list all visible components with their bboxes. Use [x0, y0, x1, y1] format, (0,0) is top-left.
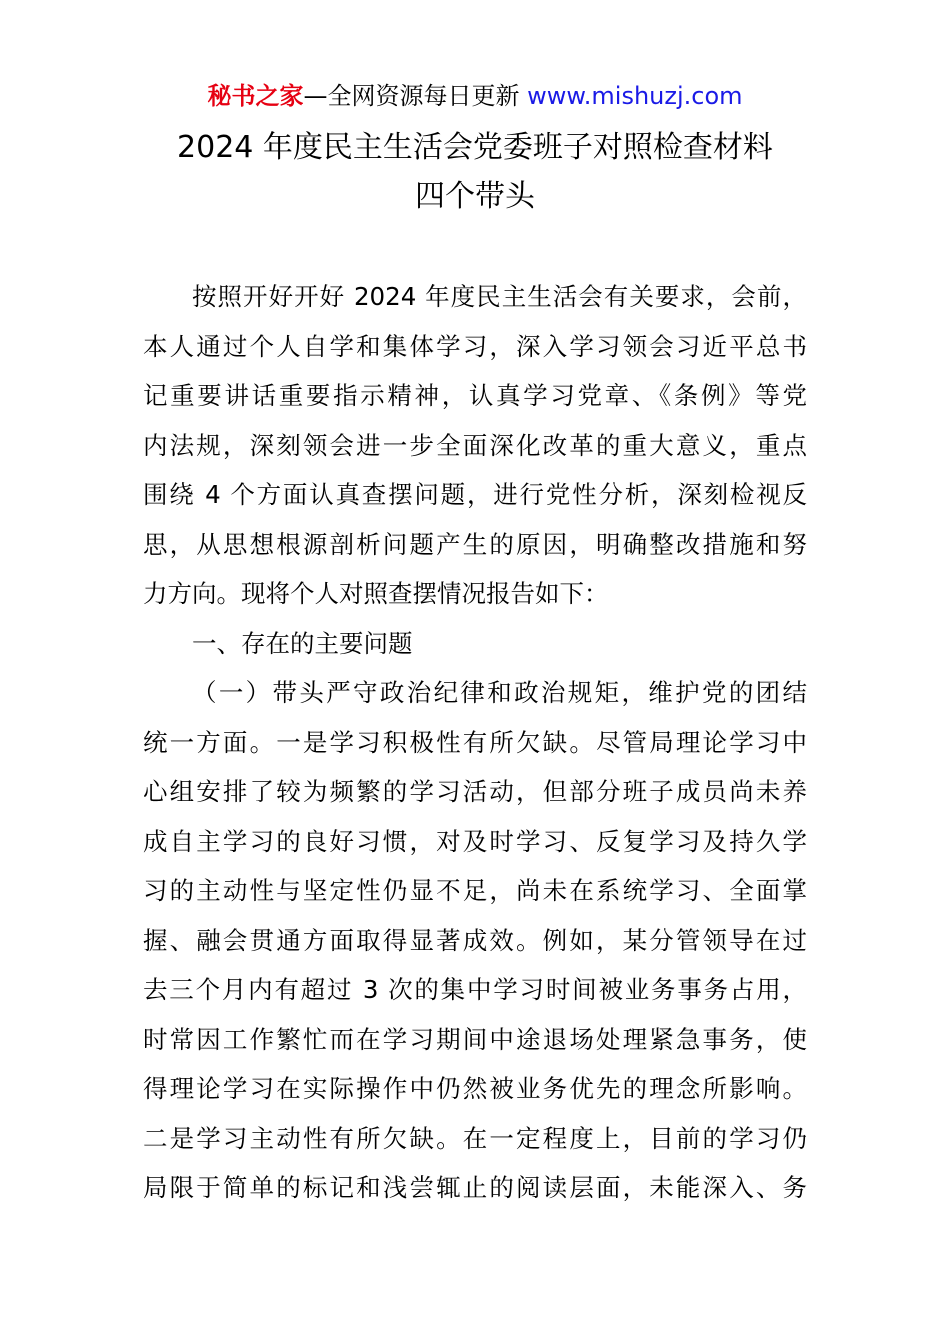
body-line: 去三个月内有超过 3 次的集中学习时间被业务事务占用， [143, 975, 807, 1004]
brand-name: 秘书之家 [207, 82, 304, 110]
body-line: 统一方面。一是学习积极性有所欠缺。尽管局理论学习中 [143, 727, 807, 757]
body-line: 心组安排了较为频繁的学习活动，但部分班子成员尚未养 [143, 777, 807, 806]
body-line: 时常因工作繁忙而在学习期间中途退场处理紧急事务，使 [143, 1024, 807, 1054]
body-line: 习的主动性与坚定性仍显不足，尚未在系统学习、全面掌 [143, 876, 807, 905]
section-heading: 一、存在的主要问题 [192, 628, 413, 658]
body-line: 力方向。现将个人对照查摆情况报告如下： [143, 579, 609, 608]
body-line: 按照开好开好 2024 年度民主生活会有关要求，会前， [192, 282, 807, 311]
body-line: 得理论学习在实际操作中仍然被业务优先的理念所影响。 [143, 1074, 807, 1103]
document-subtitle: 四个带头 [415, 179, 535, 214]
site-header [0, 78, 950, 114]
body-line: 握、融会贯通方面取得显著成效。例如，某分管领导在过 [143, 925, 807, 955]
body-line: 本人通过个人自学和集体学习，深入学习领会习近平总书 [143, 331, 807, 361]
body-line: 记重要讲话重要指示精神，认真学习党章、《条例》等党 [143, 381, 807, 410]
document-title: 2024 年度民主生活会党委班子对照检查材料 [177, 130, 773, 165]
body-line: 成自主学习的良好习惯，对及时学习、反复学习及持久学 [143, 826, 807, 856]
body-line: 局限于简单的标记和浅尝辄止的阅读层面，未能深入、务 [143, 1173, 807, 1202]
site-url: www.mishuzj.com [527, 82, 743, 110]
body-line: 二是学习主动性有所欠缺。在一定程度上，目前的学习仍 [143, 1123, 807, 1153]
body-line: 思，从思想根源剖析问题产生的原因，明确整改措施和努 [143, 529, 807, 559]
body-line: 内法规，深刻领会进一步全面深化改革的重大意义，重点 [143, 430, 807, 460]
header-tagline: —全网资源每日更新 [303, 82, 528, 110]
body-line: 围绕 4 个方面认真查摆问题，进行党性分析，深刻检视反 [143, 480, 807, 509]
body-line: （一）带头严守政治纪律和政治规矩，维护党的团结 [192, 678, 807, 707]
document-body [143, 272, 807, 1213]
